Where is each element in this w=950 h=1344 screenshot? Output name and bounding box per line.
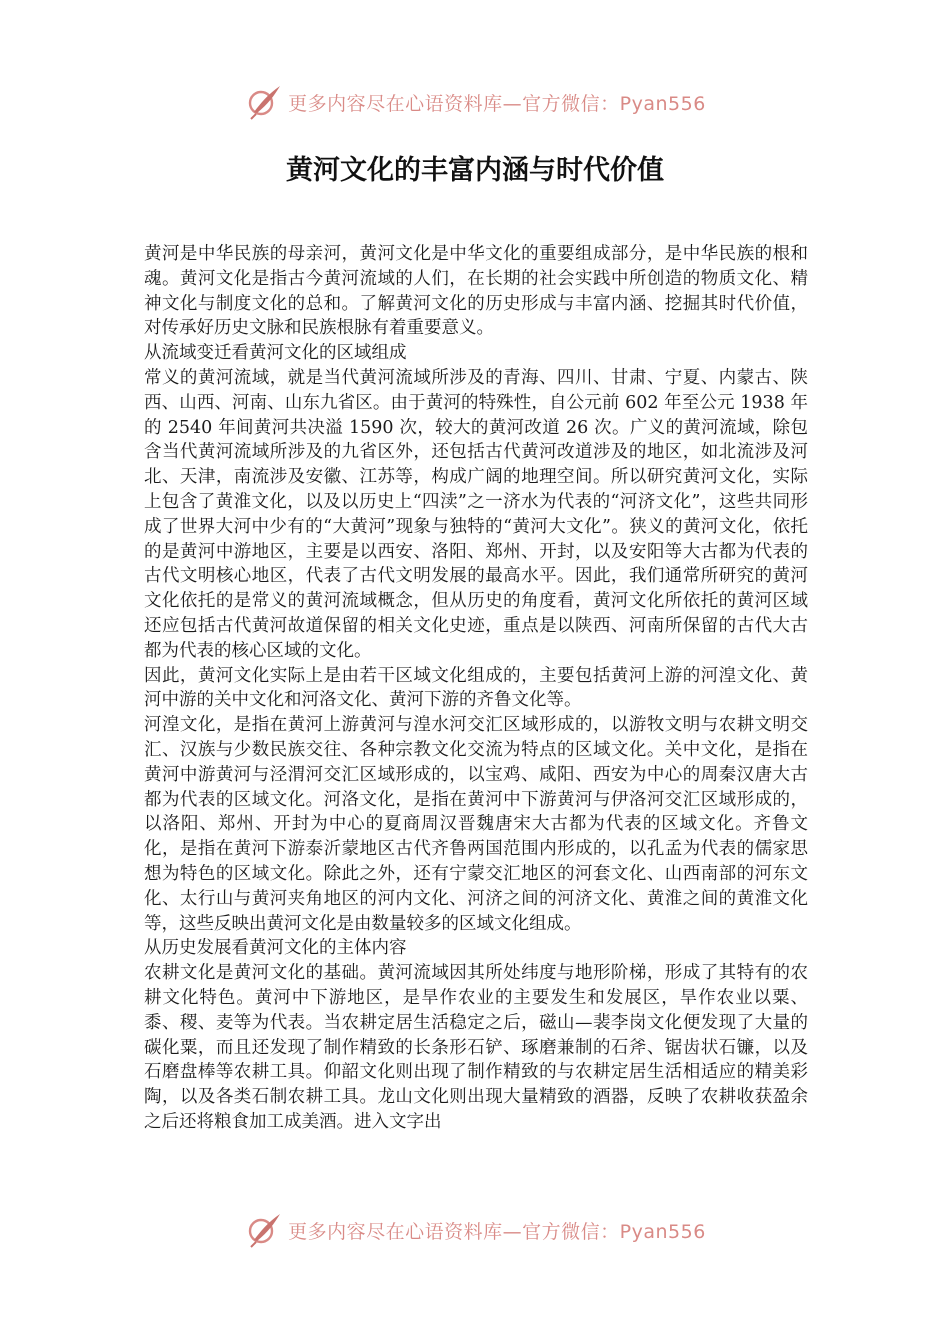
body-paragraph: 常义的黄河流域，就是当代黄河流域所涉及的青海、四川、甘肃、宁夏、内蒙古、陕西、山西、河南、山东九省区。由于黄河的特殊性，自公元前 602 年至公元 1938 年的 2540 年间黄河共决溢 1590 次，较大的黄河改道 26 次。广义的黄河流域，除包含当代黄河流域所涉及的九省区外，还包括古代黄河改道涉及的地区，如北流涉及河北、天津，南流涉及安徽、江苏等，构成广阔的地理空间。所以研究黄河文化，实际上包含了黄淮文化，以及以历史上“四渎”之一济水为代表的“河济文化”，这些共同形成了世界大河中少有的“大黄河”现象与独特的“黄河大文化”。狭义的黄河文化，依托的是黄河中游地区，主要是以西安、洛阳、郑州、开封，以及安阳等大古都为代表的古代文明核心地区，代表了古代文明发展的最高水平。因此，我们通常所研究的黄河文化依托的是常义的黄河流域概念，但从历史的角度看，黄河文化所依托的黄河区域还应包括古代黄河故道保留的相关文化史迹，重点是以陕西、河南所保留的古代大古都为代表的核心区域的文化。 bbox=[144, 367, 808, 661]
body-paragraph: 农耕文化是黄河文化的基础。黄河流域因其所处纬度与地形阶梯，形成了其特有的农耕文化特色。黄河中下游地区，是旱作农业的主要发生和发展区，旱作农业以粟、黍、稷、麦等为代表。当农耕定居生活稳定之后，磁山—裴李岗文化便发现了大量的碳化粟，而且还发现了制作精致的长条形石铲、琢磨兼制的石斧、锯齿状石镰，以及石磨盘棒等农耕工具。仰韶文化则出现了制作精致的与农耕定居生活相适应的精美彩陶，以及各类石制农耕工具。龙山文化则出现大量精致的酒器，反映了农耕收获盈余之后还将粮食加工成美酒。进入文字出 bbox=[144, 963, 808, 1132]
document-title: 黄河文化的丰富内涵与时代价值 bbox=[286, 155, 664, 186]
quill-logo-icon bbox=[244, 82, 284, 122]
footer-watermark-banner bbox=[0, 1208, 950, 1252]
body-paragraph: 因此，黄河文化实际上是由若干区域文化组成的，主要包括黄河上游的河湟文化、黄河中游的关中文化和河洛文化、黄河下游的齐鲁文化等。 bbox=[144, 665, 808, 711]
section-heading-historical: 从历史发展看黄河文化的主体内容 bbox=[144, 938, 407, 959]
section-heading-regional: 从流域变迁看黄河文化的区域组成 bbox=[144, 343, 407, 364]
header-watermark-banner bbox=[0, 80, 950, 124]
watermark-text: 更多内容尽在心语资料库—官方微信：Pyan556 bbox=[288, 92, 706, 115]
watermark-text: 更多内容尽在心语资料库—官方微信：Pyan556 bbox=[288, 1220, 706, 1243]
intro-paragraph: 黄河是中华民族的母亲河，黄河文化是中华文化的重要组成部分，是中华民族的根和魂。黄河文化是指古今黄河流域的人们，在长期的社会实践中所创造的物质文化、精神文化与制度文化的总和。了解黄河文化的历史形成与丰富内涵、挖掘其时代价值，对传承好历史文脉和民族根脉有着重要意义。 bbox=[144, 244, 808, 339]
quill-logo-icon bbox=[244, 1210, 284, 1250]
document-body bbox=[144, 242, 808, 1135]
body-paragraph: 河湟文化，是指在黄河上游黄河与湟水河交汇区域形成的，以游牧文明与农耕文明交汇、汉族与少数民族交往、各种宗教文化交流为特点的区域文化。关中文化，是指在黄河中游黄河与泾渭河交汇区域形成的，以宝鸡、咸阳、西安为中心的周秦汉唐大古都为代表的区域文化。河洛文化，是指在黄河中下游黄河与伊洛河交汇区域形成的，以洛阳、郑州、开封为中心的夏商周汉晋魏唐宋大古都为代表的区域文化。齐鲁文化，是指在黄河下游泰沂蒙地区古代齐鲁两国范围内形成的，以孔孟为代表的儒家思想为特色的区域文化。除此之外，还有宁蒙交汇地区的河套文化、山西南部的河东文化、太行山与黄河夹角地区的河内文化、河济之间的河济文化、黄淮之间的黄淮文化等，这些反映出黄河文化是由数量较多的区域文化组成。 bbox=[144, 715, 808, 934]
